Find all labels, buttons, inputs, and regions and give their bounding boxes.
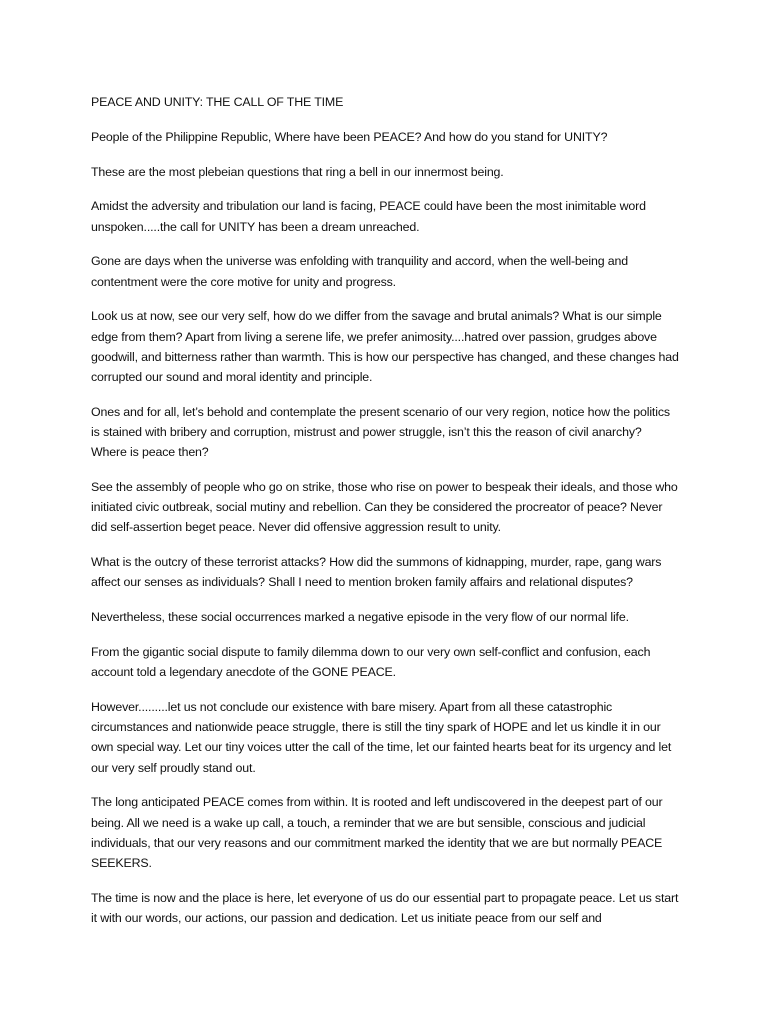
paragraph-4: Gone are days when the universe was enfolding with tranquility and accord, when the well-being and contentment were the core motive for unity and progress. [91,254,629,289]
paragraph-11: However.........let us not conclude our existence with bare misery. Apart from all these catastrophic circumstances and nationwide peace struggle, there is still the tiny spark of HOPE and let us kindle it in our own special way. Let our tiny voices utter the call of the time, let our fainted hearts beat for its urgency and let our very self proudly stand out. [91,699,672,775]
paragraph-8: What is the outcry of these terrorist attacks? How did the summons of kidnapping, murder, rape, gang wars affect our senses as individuals? Shall I need to mention broken family affairs and relational disputes? [91,555,662,590]
document-title: PEACE AND UNITY: THE CALL OF THE TIME [91,95,344,109]
paragraph-7: See the assembly of people who go on strike, those who rise on power to bespeak their ideals, and those who initiated civic outbreak, social mutiny and rebellion. Can they be considered the procreator of peace? Never did self-assertion beget peace. Never did offensive aggression result to unity. [91,479,678,535]
paragraph-2: These are the most plebeian questions that ring a bell in our innermost being. [91,164,504,179]
paragraph-9: Nevertheless, these social occurrences marked a negative episode in the very flow of our normal life. [91,610,629,625]
paragraph-5: Look us at now, see our very self, how do we differ from the savage and brutal animals? What is our simple edge from them? Apart from living a serene life, we prefer animosity....hatred over passion, grudges above goodwill, and bitterness rather than warmth. This is how our perspective has changed, and these changes had corrupted our sound and moral identity and principle. [91,309,679,384]
paragraph-13: The time is now and the place is here, let everyone of us do our essential part to propagate peace. Let us start it with our words, our actions, our passion and dedication. Let us initiate peace from our self and [91,890,679,925]
paragraph-10: From the gigantic social dispute to family dilemma down to our very own self-conflict and confusion, each account told a legendary anecdote of the GONE PEACE. [91,644,651,680]
paragraph-3: Amidst the adversity and tribulation our land is facing, PEACE could have been the most inimitable word unspoken.....the call for UNITY has been a dream unreached. [91,199,646,234]
paragraph-12: The long anticipated PEACE comes from within. It is rooted and left undiscovered in the deepest part of our being. All we need is a wake up call, a touch, a reminder that we are but sensible, conscious and judicial individuals, that our very reasons and our commitment marked the identity that we are but normally PEACE SEEKERS. [91,795,663,870]
paragraph-6: Ones and for all, let’s behold and contemplate the present scenario of our very region, notice how the politics is stained with bribery and corruption, mistrust and power struggle, isn’t this the reason of civil anarchy? Where is peace then? [91,404,670,460]
paragraph-1: People of the Philippine Republic, Where have been PEACE? And how do you stand for UNITY? [91,129,608,144]
